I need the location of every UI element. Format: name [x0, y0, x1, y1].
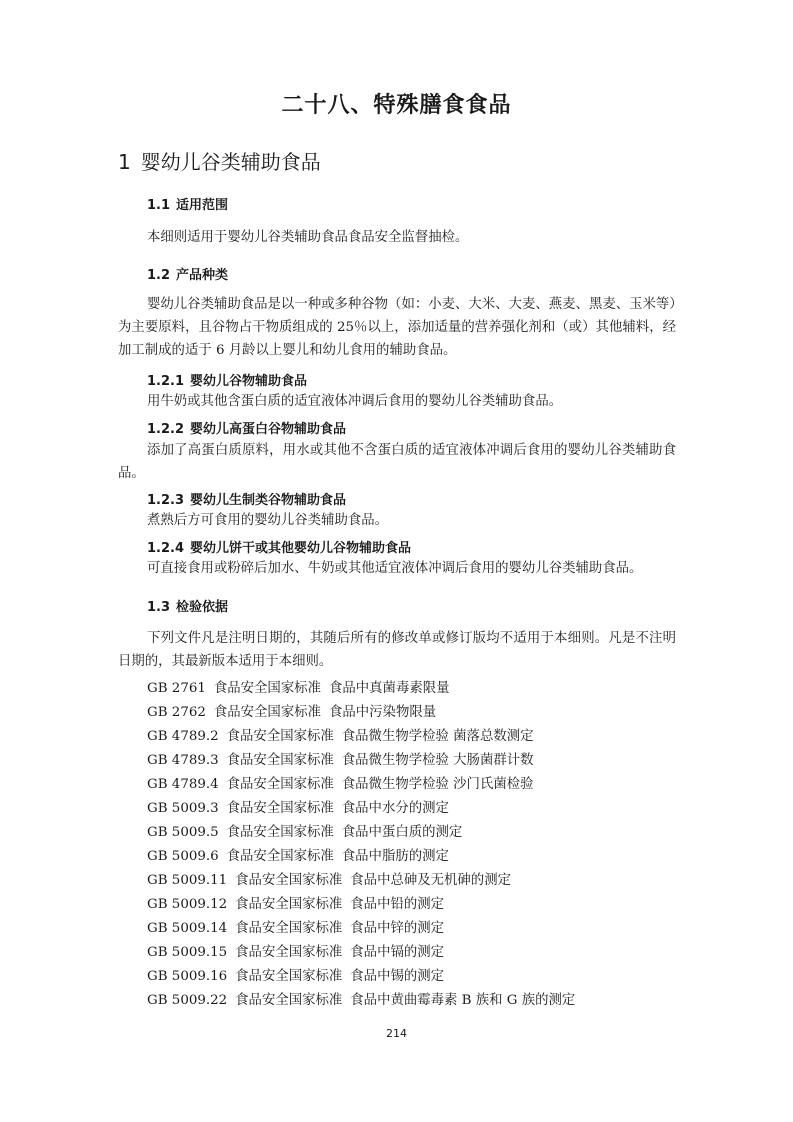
reference-category: 食品安全国家标准 — [213, 705, 321, 720]
reference-category: 食品安全国家标准 — [226, 729, 334, 744]
subsection-heading-1-2-3 — [147, 489, 346, 508]
reference-code: GB 5009.5 — [147, 825, 219, 840]
reference-item — [147, 821, 462, 840]
reference-item — [147, 965, 444, 984]
reference-title: 食品中锡的测定 — [350, 969, 445, 984]
reference-category: 食品安全国家标准 — [235, 993, 343, 1008]
subsection-title: 婴幼儿高蛋白谷物辅助食品 — [190, 422, 347, 437]
reference-title: 食品中脂肪的测定 — [341, 849, 449, 864]
reference-category: 食品安全国家标准 — [226, 753, 334, 768]
reference-code: GB 5009.22 — [147, 993, 228, 1008]
section-heading-1-1 — [147, 194, 228, 213]
section-1-3-text: 下列文件凡是注明日期的，其随后所有的修改单或修订版均不适用于本细则。凡是不注明日期的，其最新版本适用于本细则。 — [118, 631, 676, 669]
reference-code: GB 5009.6 — [147, 849, 219, 864]
reference-category: 食品安全国家标准 — [226, 777, 334, 792]
section-title: 产品种类 — [176, 268, 229, 283]
reference-title: 食品微生物学检验 沙门氏菌检验 — [341, 777, 534, 792]
section-number: 1.1 — [147, 198, 171, 213]
reference-category: 食品安全国家标准 — [226, 849, 334, 864]
reference-title: 食品中锌的测定 — [350, 921, 445, 936]
reference-category: 食品安全国家标准 — [235, 873, 343, 888]
reference-code: GB 5009.16 — [147, 969, 228, 984]
chapter-title: 婴幼儿谷类辅助食品 — [140, 150, 321, 174]
reference-item — [147, 725, 534, 744]
reference-category: 食品安全国家标准 — [235, 969, 343, 984]
reference-item — [147, 845, 449, 864]
reference-title: 食品中真菌毒素限量 — [329, 681, 450, 696]
reference-item — [147, 773, 534, 792]
section-1-2-text: 婴幼儿谷类辅助食品是以一种或多种谷物（如：小麦、大米、大麦、燕麦、黑麦、玉米等）为主要原料，且谷物占干物质组成的 25％以上，添加适量的营养强化剂和（或）其他辅料，经加工制成的适于 6 月龄以上婴儿和幼儿食用的辅助食品。 — [118, 297, 676, 358]
subsection-heading-1-2-4 — [147, 537, 411, 556]
reference-category: 食品安全国家标准 — [235, 945, 343, 960]
reference-item — [147, 677, 450, 696]
reference-category: 食品安全国家标准 — [226, 825, 334, 840]
section-title: 适用范围 — [176, 198, 229, 213]
section-number: 1.3 — [147, 600, 171, 615]
reference-title: 食品微生物学检验 大肠菌群计数 — [341, 753, 534, 768]
reference-code: GB 2762 — [147, 705, 206, 720]
reference-item — [147, 749, 534, 768]
reference-item — [147, 917, 444, 936]
reference-item — [147, 893, 444, 912]
reference-category: 食品安全国家标准 — [226, 801, 334, 816]
reference-category: 食品安全国家标准 — [213, 681, 321, 696]
subsection-number: 1.2.2 — [147, 422, 185, 437]
section-title: 检验依据 — [176, 600, 229, 615]
reference-category: 食品安全国家标准 — [235, 897, 343, 912]
reference-item — [147, 941, 444, 960]
reference-category: 食品安全国家标准 — [235, 921, 343, 936]
subsection-title: 婴幼儿饼干或其他婴幼儿谷物辅助食品 — [190, 541, 412, 556]
reference-item — [147, 989, 575, 1008]
reference-code: GB 5009.12 — [147, 897, 228, 912]
reference-code: GB 4789.3 — [147, 753, 219, 768]
document-title: 二十八、特殊膳食食品 — [281, 93, 512, 118]
subsection-heading-1-2-2 — [147, 418, 346, 437]
reference-title: 食品中黄曲霉毒素 B 族和 G 族的测定 — [350, 993, 576, 1008]
chapter-number: 1 — [118, 150, 131, 174]
page-number: 214 — [386, 1027, 407, 1040]
reference-code: GB 5009.15 — [147, 945, 228, 960]
reference-code: GB 5009.14 — [147, 921, 228, 936]
subsection-1-2-3-text: 煮熟后方可食用的婴幼儿谷类辅助食品。 — [147, 513, 389, 528]
reference-title: 食品中水分的测定 — [341, 801, 449, 816]
reference-title: 食品微生物学检验 菌落总数测定 — [341, 729, 534, 744]
reference-item — [147, 797, 449, 816]
reference-title: 食品中总砷及无机砷的测定 — [350, 873, 511, 888]
reference-title: 食品中污染物限量 — [329, 705, 437, 720]
reference-title: 食品中镉的测定 — [350, 945, 445, 960]
subsection-number: 1.2.1 — [147, 374, 185, 389]
section-heading-1-2 — [147, 264, 228, 283]
section-heading-1-3 — [147, 596, 228, 615]
reference-code: GB 4789.4 — [147, 777, 219, 792]
reference-code: GB 5009.11 — [147, 873, 228, 888]
subsection-number: 1.2.3 — [147, 493, 185, 508]
subsection-heading-1-2-1 — [147, 370, 307, 389]
reference-title: 食品中蛋白质的测定 — [341, 825, 463, 840]
subsection-title: 婴幼儿谷物辅助食品 — [190, 374, 308, 389]
reference-item — [147, 869, 511, 888]
reference-code: GB 4789.2 — [147, 729, 219, 744]
subsection-1-2-2-text: 添加了高蛋白质原料，用水或其他不含蛋白质的适宜液体冲调后食用的婴幼儿谷类辅助食品。 — [118, 443, 676, 481]
reference-code: GB 5009.3 — [147, 801, 219, 816]
subsection-1-2-1-text: 用牛奶或其他含蛋白质的适宜液体冲调后食用的婴幼儿谷类辅助食品。 — [147, 394, 563, 409]
section-number: 1.2 — [147, 268, 171, 283]
reference-item — [147, 701, 436, 720]
subsection-1-2-4-text: 可直接食用或粉碎后加水、牛奶或其他适宜液体冲调后食用的婴幼儿谷类辅助食品。 — [147, 561, 643, 576]
subsection-number: 1.2.4 — [147, 541, 185, 556]
chapter-heading — [118, 146, 321, 175]
reference-title: 食品中铅的测定 — [350, 897, 445, 912]
section-1-1-text: 本细则适用于婴幼儿谷类辅助食品食品安全监督抽检。 — [147, 230, 469, 245]
subsection-title: 婴幼儿生制类谷物辅助食品 — [190, 493, 347, 508]
reference-code: GB 2761 — [147, 681, 206, 696]
